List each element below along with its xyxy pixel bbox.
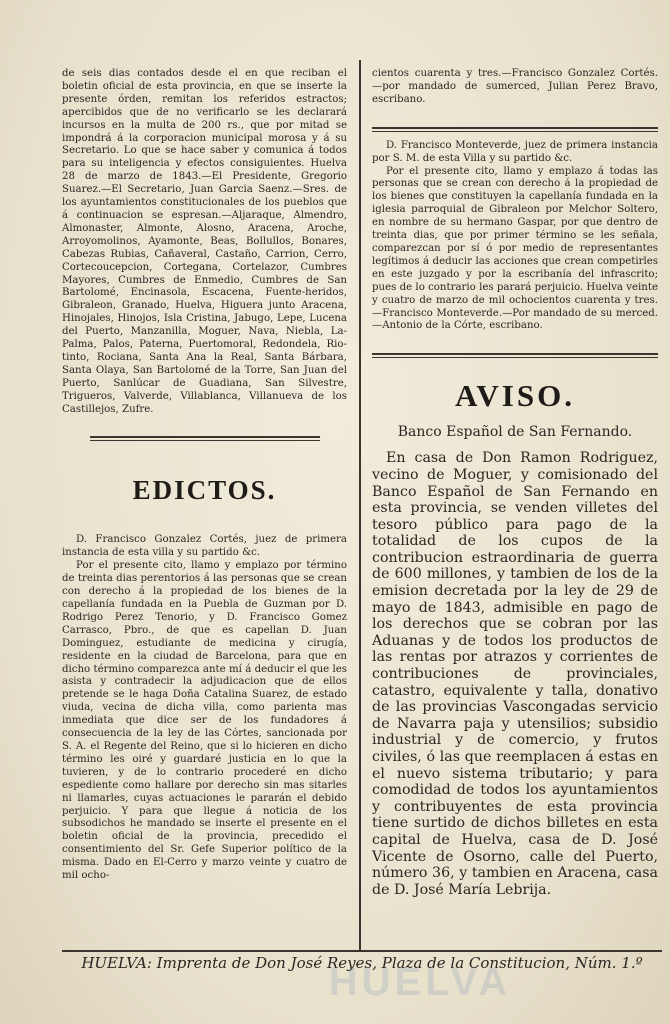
edicto-opening: D. Francisco Gonzalez Cortés, juez de primera instancia de esta villa y su partido &c. [62,534,347,559]
edictos-heading: EDICTOS. [132,475,277,506]
left-column [62,68,347,883]
section-divider [90,436,320,441]
aviso-subtitle: Banco Español de San Fernando. [397,424,633,441]
section-divider [372,127,658,132]
aviso-body: En casa de Don Ramon Rodriguez, vecino de Moguer, y comisionado del Banco Español de San Fernando en esta provincia, se venden villetes del tesoro público para pago de la totalidad de los cupos de la contribucion estraordinaria de guerra de 600 millones, y tambien de los de la emision decretada por la ley de 29 de mayo de 1843, admisible en pago de los derechos que se cobran por las Aduanas y de todos los productos de las rentas por atrazos y corrientes de contribuciones de provinciales, catastro, equivalente y talla, donativo de las provincias Vascongadas servicio de Navarra paja y utensilios; subsidio industrial y de comercio, y frutos civiles, ó las que reemplacen á estas en el nuevo sistema tributario; y para comodidad de todos los ayuntamientos y contribuyentes de esta provincia tiene surtido de dichos billetes en esta capital de Huelva, casa de D. José Vicente de Osorno, calle del Puerto, número 36, y tambien en Aracena, casa de D. José María Lebrija. [372,450,658,898]
printer-imprint: HUELVA: Imprenta de Don José Reyes, Plaza de la Constitucion, Núm. 1.º [81,954,643,972]
column-divider [359,60,361,950]
section-divider [372,353,658,358]
footer-rule [62,950,662,952]
edicto-body: Por el presente cito, llamo y emplazo por término de treinta dias perentorios á las personas que se crean con derecho á la propiedad de los bienes de la capellanía fundada en la Puebla de Guzman por D. Rodrigo Perez Tenorio, y D. Francisco Gomez Carrasco, Pbro., de que es capellan D. Juan Dominguez, estudiante de medicina y cirugía, residente en la ciudad de Barcelona, para que en dicho término comparezca ante mí á deducir el que les asista y contradecir la adjudicacion que de ellos pretende se le haga Doña Catalina Suarez, de estado viuda, vecina de dicha villa, como parienta mas inmediata que dice ser de los fundadores á consecuencia de la ley de las Córtes, sancionada por S. A. el Regente del Reino, que si lo hicieren en dicho término les oiré y guardaré justicia en lo que la tuvieren, y de lo contrario procederé en dicho espediente como hallare por derecho sin mas sitarles ni llamarles, cuyas actuaciones le pararán el debido perjuicio. Y para que llegue á noticia de los subsodichos he mandado se inserte el presente en el boletin oficial de la provincia, precedido el consentimiento del Sr. Gefe Superior político de la misma. Dado en El-Cerro y marzo veinte y cuatro de mil ocho- [62,560,347,882]
edicto-continuation: cientos cuarenta y tres.—Francisco Gonzalez Cortés. —por mandado de sumerced, Julian Perez Bravo, escribano. [372,68,658,105]
edicto-body-monteverde: Por el presente cito, llamo y emplazo á todas las personas que se crean con derecho á la propiedad de los bienes que constituyen la capellanía fundada en la iglesia parroquial de Gibraleon por Melchor Soltero, en nombre de su hermano Gaspar, por que dentro de treinta dias, que por primer término se les señala, comparezcan por sí ó por medio de representantes legítimos á deducir las acciones que crean competirles en este juzgado y por la escribanía del infrascrito; pues de lo contrario les parará perjuicio. Huelva veinte y cuatro de marzo de mil ochocientos cuarenta y tres.—Francisco Monteverde.—Por mandado de su merced.—Antonio de la Córte, escribano. [372,165,658,332]
edicto-opening-monteverde: D. Francisco Monteverde, juez de primera instancia por S. M. de esta Villa y su partido &c. [372,139,658,164]
right-column [372,68,658,898]
library-watermark: HUELVA [328,960,512,1004]
aviso-heading: AVISO. [455,378,575,414]
circular-continuation: de seis dias contados desde el en que reciban el boletin oficial de esta provincia, en que se inserte la presente órden, remitan los referidos estractos; apercibidos que de no verificarlo se les declarará incursos en la multa de 200 rs., que por mitad se impondrá á la corporacion municipal morosa y á su Secretario. Lo que se hace saber y comunica á todos para su inteligencia y efectos consiguientes. Huelva 28 de marzo de 1843.—El Presidente, Gregorio Suarez.—El Secretario, Juan Garcia Saenz.—Sres. de los ayuntamientos constitucionales de los pueblos que á continuacion se espresan.—Aljaraque, Almendro, Almonaster, Almonte, Alosno, Aracena, Aroche, Arroyomolinos, Ayamonte, Beas, Bollullos, Bonares, Cabezas Rubias, Cañaveral, Castaño, Carrion, Cerro, Cortecoucepcion, Cortegana, Cortelazor, Cumbres Mayores, Cumbres de Enmedio, Cumbres de San Bartolomé, Encinasola, Escacena, Fuente-heridos, Gibraleon, Granado, Huelva, Higuera junto Aracena, Hinojales, Hinojos, Isla Cristina, Jabugo, Lepe, Lucena del Puerto, Manzanilla, Moguer, Nava, Niebla, La-Palma, Palos, Paterna, Puertomoral, Redondela, Rio-tinto, Rociana, Santa Ana la Real, Santa Bárbara, Santa Olaya, San Bartolomé de la Torre, San Juan del Puerto, Sanlúcar de Guadiana, San Silvestre, Trigueros, Valverde, Villablanca, Villanueva de los Castillejos, Zufre. [62,68,347,415]
